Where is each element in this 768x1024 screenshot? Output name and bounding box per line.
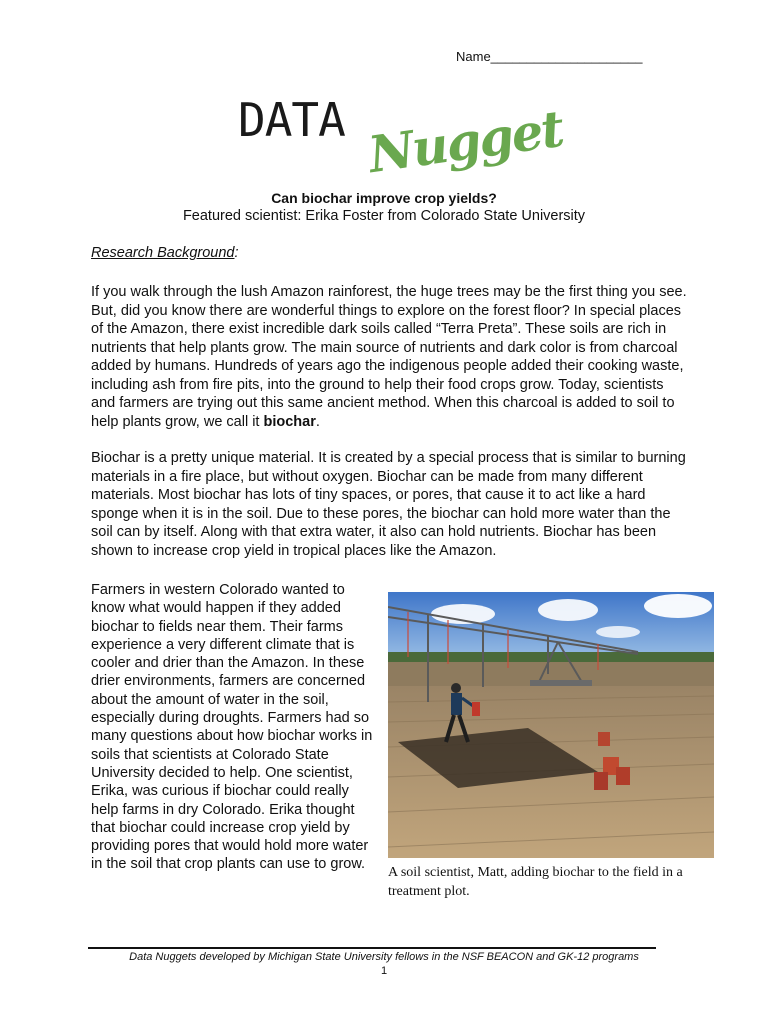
section-heading-label: Research Background <box>91 245 235 261</box>
section-heading-colon: : <box>234 245 239 261</box>
page-number: 1 <box>380 965 388 977</box>
field-photo-illustration <box>388 592 714 858</box>
worksheet-title: Can biochar improve crop yields? <box>271 190 497 206</box>
paragraph-1-text: If you walk through the lush Amazon rainforest, the huge trees may be the first thing you see. But, did you know there are wonderful things to explore on the forest floor? In special places of the Amazon, there exist incredible dark soils called “Terra Preta”. These soils are rich in nutrients that help plants grow. The main source of nutrients and dark color is from charcoal added by humans. Hundreds of years ago the indigenous people added their cooking waste, including ash from fire pits, into the ground to help their food crops grow. Today, scientists and farmers are trying out this same ancient method. When this charcoal is added to soil to help plants grow, we call it <box>91 284 687 430</box>
section-heading <box>91 245 239 261</box>
logo-word-nugget: Nugget <box>364 98 566 185</box>
featured-scientist: Featured scientist: Erika Foster from Colorado State University <box>182 208 586 224</box>
footer-divider <box>88 947 656 949</box>
field-photo <box>388 592 714 858</box>
data-nugget-logo <box>238 93 566 186</box>
name-line: Name_____________________ <box>456 49 643 64</box>
paragraph-1-bold-term: biochar <box>263 413 316 430</box>
logo-word-data: DATA <box>238 93 345 147</box>
paragraph-biochar-material: Biochar is a pretty unique material. It is created by a special process that is similar to burning materials in a fire place, but without oxygen. Biochar can be made from many different materials. Most biochar has lots of tiny spaces, or pores, that cause it to act like a hard sponge when it is in the soil. Due to these pores, the biochar can hold more water than the soil can by itself. Along with that extra water, it also can hold nutrients. Biochar has been shown to increase crop yield in tropical places like the Amazon. <box>91 450 686 559</box>
paragraph-colorado-farms: Farmers in western Colorado wanted to know what would happen if they added biochar to fields near them. Their farms experience a very different climate that is cooler and drier than the Amazon. In these drier environments, farmers are concerned about the amount of water in the soil, especially during droughts. Farmers had so many questions about how biochar works in soils that scientists at Colorado State University decided to help. One scientist, Erika, was curious if biochar could really help farms in dry Colorado. Erika thought that biochar could increase crop yield by providing pores that would hold more water in the soil that crop plants can use to grow. <box>91 582 373 873</box>
paragraph-terra-preta <box>91 283 691 431</box>
photo-caption: A soil scientist, Matt, adding biochar to the field in a treatment plot. <box>388 865 683 899</box>
paragraph-1-end: . <box>315 413 320 430</box>
footer-credit: Data Nuggets developed by Michigan State University fellows in the NSF BEACON and GK-12 programs <box>129 951 639 963</box>
